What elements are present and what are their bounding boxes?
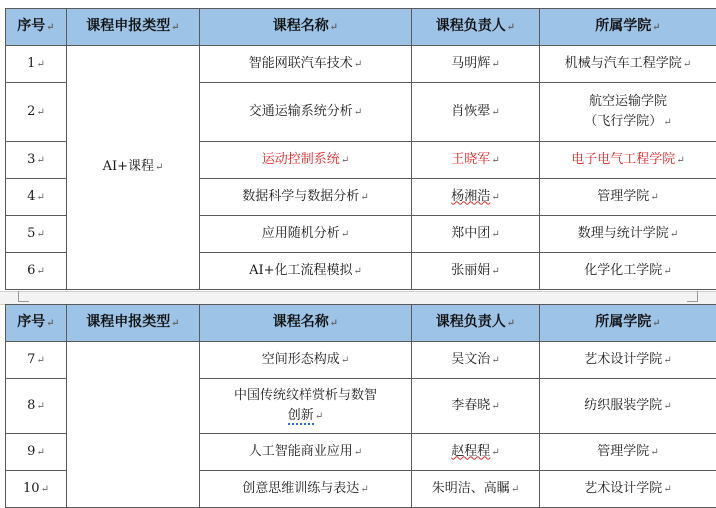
course-name: 中国传统纹样赏析与数智 创新↵ [200,379,412,434]
course-name: 智能网联汽车技术↵ [200,46,412,83]
page-break [0,291,716,305]
header-college: 所属学院↵ [540,305,716,342]
row-index: 3↵ [6,142,67,179]
page-corner-mark [18,291,29,302]
header-college: 所属学院↵ [540,9,716,46]
course-lead: 李春晓↵ [412,379,540,434]
row-index: 2↵ [6,83,67,142]
course-name: 运动控制系统↵ [200,142,412,179]
row-index: 6↵ [6,253,67,290]
course-name: 创意思维训练与表达↵ [200,471,412,508]
page-corner-mark [687,291,698,302]
course-college: 化学化工学院↵ [540,253,716,290]
course-college: 数理与统计学院↵ [540,216,716,253]
course-type-cell: AI+课程↵ [67,46,200,290]
row-index: 10↵ [6,471,67,508]
course-college: 纺织服装学院↵ [540,379,716,434]
header-type: 课程申报类型↵ [67,305,200,342]
course-college: 电子电气工程学院↵ [540,142,716,179]
row-index: 1↵ [6,46,67,83]
course-lead: 郑中团↵ [412,216,540,253]
course-table-part-2 [5,304,716,508]
course-college: 艺术设计学院↵ [540,471,716,508]
table-row [6,342,716,379]
course-name: 空间形态构成↵ [200,342,412,379]
course-name: 交通运输系统分析↵ [200,83,412,142]
header-lead: 课程负责人↵ [412,305,540,342]
row-index: 4↵ [6,179,67,216]
header-type: 课程申报类型↵ [67,9,200,46]
course-college: 机械与汽车工程学院↵ [540,46,716,83]
course-lead: 朱明洁、高瞩↵ [412,471,540,508]
header-row [6,305,716,342]
course-college: 管理学院↵ [540,179,716,216]
header-row [6,9,716,46]
course-name: AI+化工流程模拟↵ [200,253,412,290]
header-lead: 课程负责人↵ [412,9,540,46]
course-lead: 肖恢翚↵ [412,83,540,142]
course-lead: 张丽娟↵ [412,253,540,290]
header-name: 课程名称↵ [200,9,412,46]
course-name: 数据科学与数据分析↵ [200,179,412,216]
course-name: 应用随机分析↵ [200,216,412,253]
header-name: 课程名称↵ [200,305,412,342]
header-index: 序号↵ [6,305,67,342]
course-lead: 赵程程↵ [412,434,540,471]
course-lead: 杨湘浩↵ [412,179,540,216]
course-college: 艺术设计学院↵ [540,342,716,379]
row-index: 5↵ [6,216,67,253]
course-college: 管理学院↵ [540,434,716,471]
course-table-part-1 [5,8,716,290]
row-index: 8↵ [6,379,67,434]
course-lead: 王晓军↵ [412,142,540,179]
row-index: 9↵ [6,434,67,471]
table-row [6,46,716,83]
course-type-cell [67,342,200,508]
course-lead: 吴文治↵ [412,342,540,379]
course-name: 人工智能商业应用↵ [200,434,412,471]
course-college: 航空运输学院 （飞行学院）↵ [540,83,716,142]
row-index: 7↵ [6,342,67,379]
header-index: 序号↵ [6,9,67,46]
course-lead: 马明辉↵ [412,46,540,83]
